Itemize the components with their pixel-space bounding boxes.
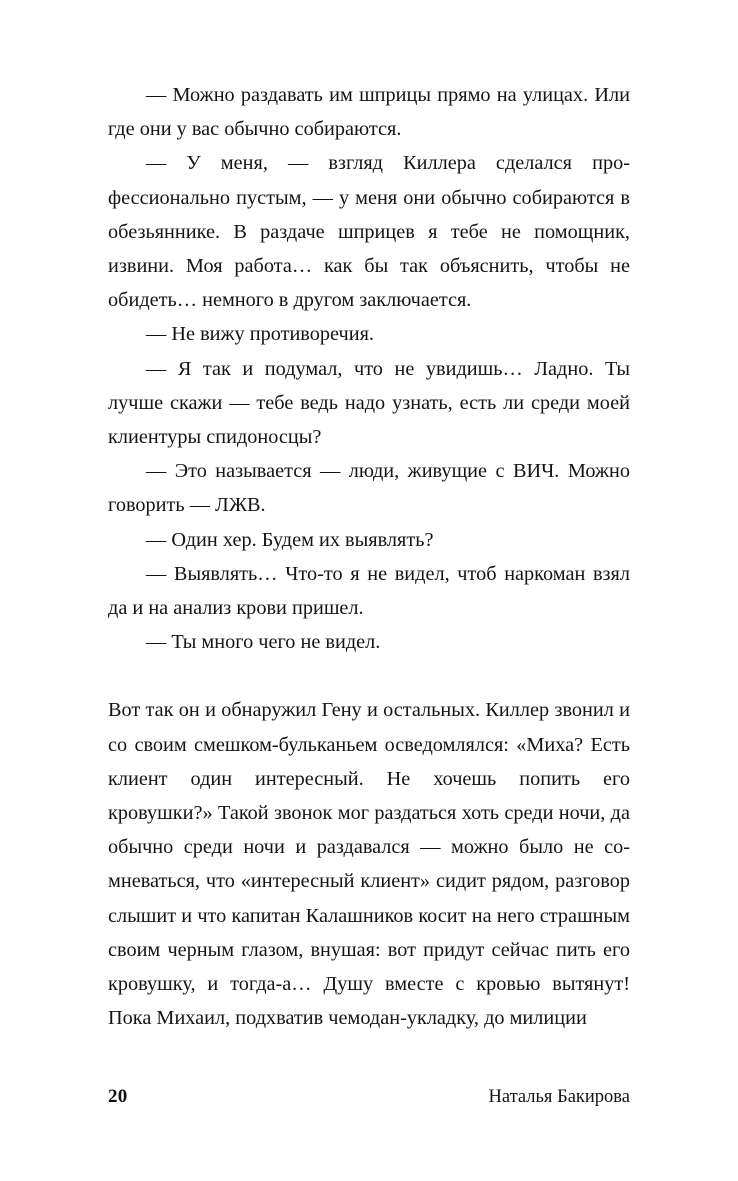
paragraph: — Можно раздавать им шприцы прямо на улицах. Или где они у вас обычно собираются. — [108, 84, 630, 141]
paragraph: — Не вижу противоречия. — [146, 323, 374, 346]
paragraph: — Выявлять… Что-то я не видел, чтоб наркоман взял да и на анализ крови пришел. — [108, 562, 630, 620]
paragraph: — Я так и подумал, что не увидишь… Ладно. Ты лучше скажи — тебе ведь надо узнать, есть ли среди моей клиентуры спидоносцы? — [108, 357, 630, 449]
paragraph: — Один хер. Будем их выявлять? — [146, 528, 434, 551]
running-title: Наталья Бакирова — [488, 1087, 630, 1107]
paragraph: — Это называется — люди, живущие с ВИЧ. Можно говорить — ЛЖВ. — [108, 460, 630, 517]
paragraph-break — [108, 659, 630, 693]
page-footer — [108, 1086, 630, 1108]
body-text — [108, 78, 630, 1035]
paragraph: — У меня, — взгляд Киллера сделался профессионально пустым, — у меня они обычно собираются в обезьяннике. В раздаче шприцев я тебе не помощник, извини. Моя работа… как бы так объяснить, чтобы не обидеть… немного в другом заключается. — [108, 152, 630, 312]
page-number: 20 — [108, 1086, 128, 1107]
paragraph: — Ты много чего не видел. — [146, 631, 381, 654]
paragraph: Вот так он и обнаружил Гену и остальных. Киллер звонил и со своим смешком-бульканьем осведомлялся: «Миха? Есть клиент один интересный. Не хочешь попить его кровушки?» Такой звонок мог раздаться хоть среди ночи, да обычно среди ночи и раздавался — можно было не сомневаться, что «интересный клиент» сидит рядом, разговор слышит и что капитан Калашников косит на него страшным своим черным глазом, внушая: вот придут сейчас пить его кровушку, и тогда-а… Душу вместе с кровью вытянут! Пока Михаил, подхватив чемодан-укладку, до милиции — [108, 699, 630, 1030]
